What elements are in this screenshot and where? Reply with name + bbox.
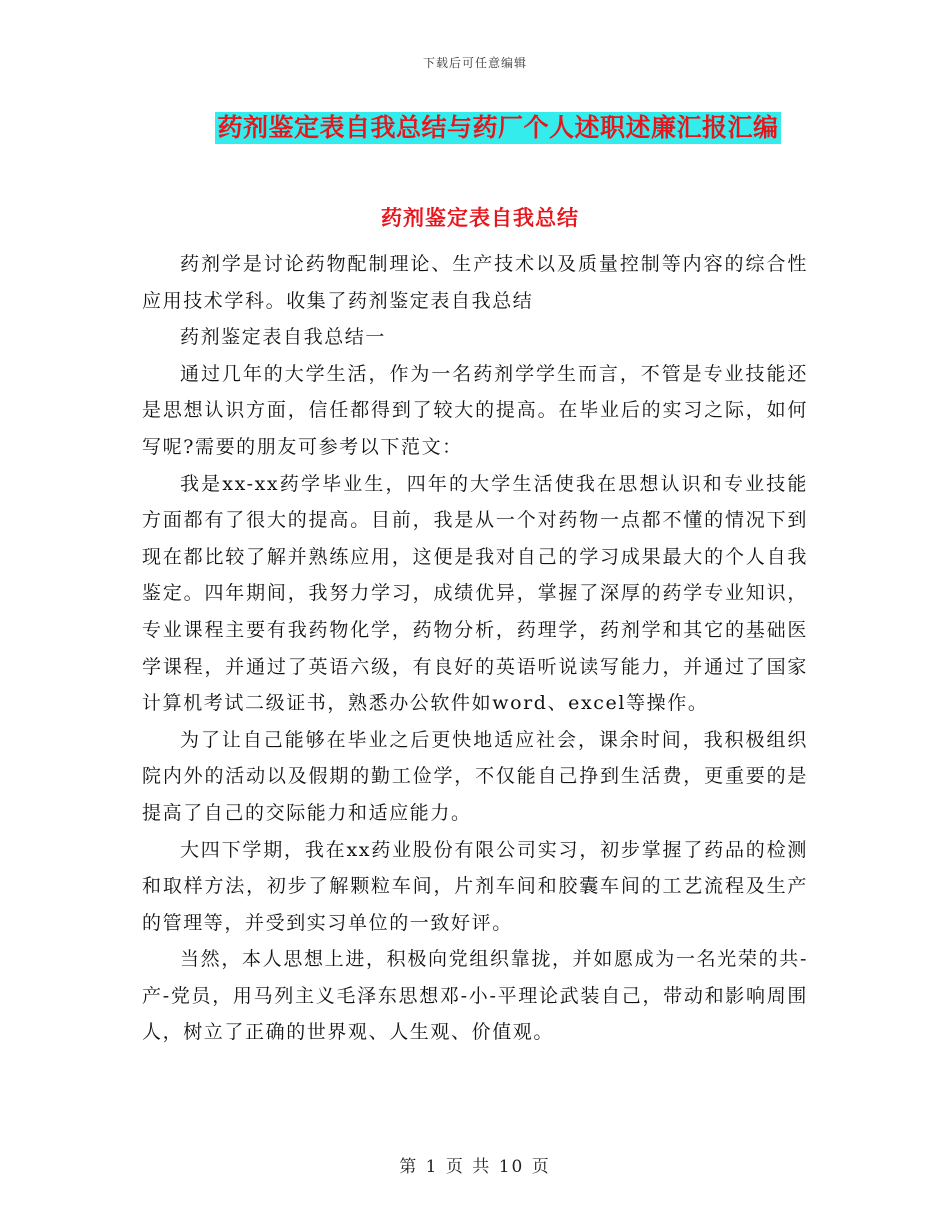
paragraph: 通过几年的大学生活，作为一名药剂学学生而言，不管是专业技能还是思想认识方面，信任都得到了较大的提高。在毕业后的实习之际，如何写呢?需要的朋友可参考以下范文： — [142, 362, 808, 458]
paragraph: 药剂学是讨论药物配制理论、生产技术以及质量控制等内容的综合性应用技术学科。收集了药剂鉴定表自我总结 — [142, 253, 808, 312]
main-title-container — [0, 112, 950, 144]
paragraph: 当然，本人思想上进，积极向党组织靠拢，并如愿成为一名光荣的共-产-党员，用马列主义毛泽东思想邓-小-平理论武装自己，带动和影响周围人，树立了正确的世界观、人生观、价值观。 — [142, 948, 808, 1044]
paragraph: 为了让自己能够在毕业之后更快地适应社会，课余时间，我积极组织院内外的活动以及假期的勤工俭学，不仅能自己挣到生活费，更重要的是提高了自己的交际能力和适应能力。 — [142, 728, 808, 824]
document-body — [142, 246, 808, 1051]
paragraph: 药剂鉴定表自我总结一 — [180, 326, 387, 349]
section-title: 药剂鉴定表自我总结 — [381, 206, 579, 230]
paragraph: 我是xx-xx药学毕业生，四年的大学生活使我在思想认识和专业技能方面都有了很大的提高。目前，我是从一个对药物一点都不懂的情况下到现在都比较了解并熟练应用，这便是我对自己的学习成果最大的个人自我鉴定。四年期间，我努力学习，成绩优异，掌握了深厚的药学专业知识，专业课程主要有我药物化学，药物分析，药理学，药剂学和其它的基础医学课程，并通过了英语六级，有良好的英语听说读写能力，并通过了国家计算机考试二级证书，熟悉办公软件如word、excel等操作。 — [142, 472, 808, 715]
document-title: 药剂鉴定表自我总结与药厂个人述职述廉汇报汇编 — [217, 113, 779, 142]
page-number-footer: 第 1 页 共 10 页 — [399, 1157, 551, 1177]
paragraph: 大四下学期，我在xx药业股份有限公司实习，初步掌握了药品的检测和取样方法，初步了解颗粒车间，片剂车间和胶囊车间的工艺流程及生产的管理等，并受到实习单位的一致好评。 — [142, 838, 808, 934]
header-note: 下载后可任意编辑 — [422, 56, 527, 70]
